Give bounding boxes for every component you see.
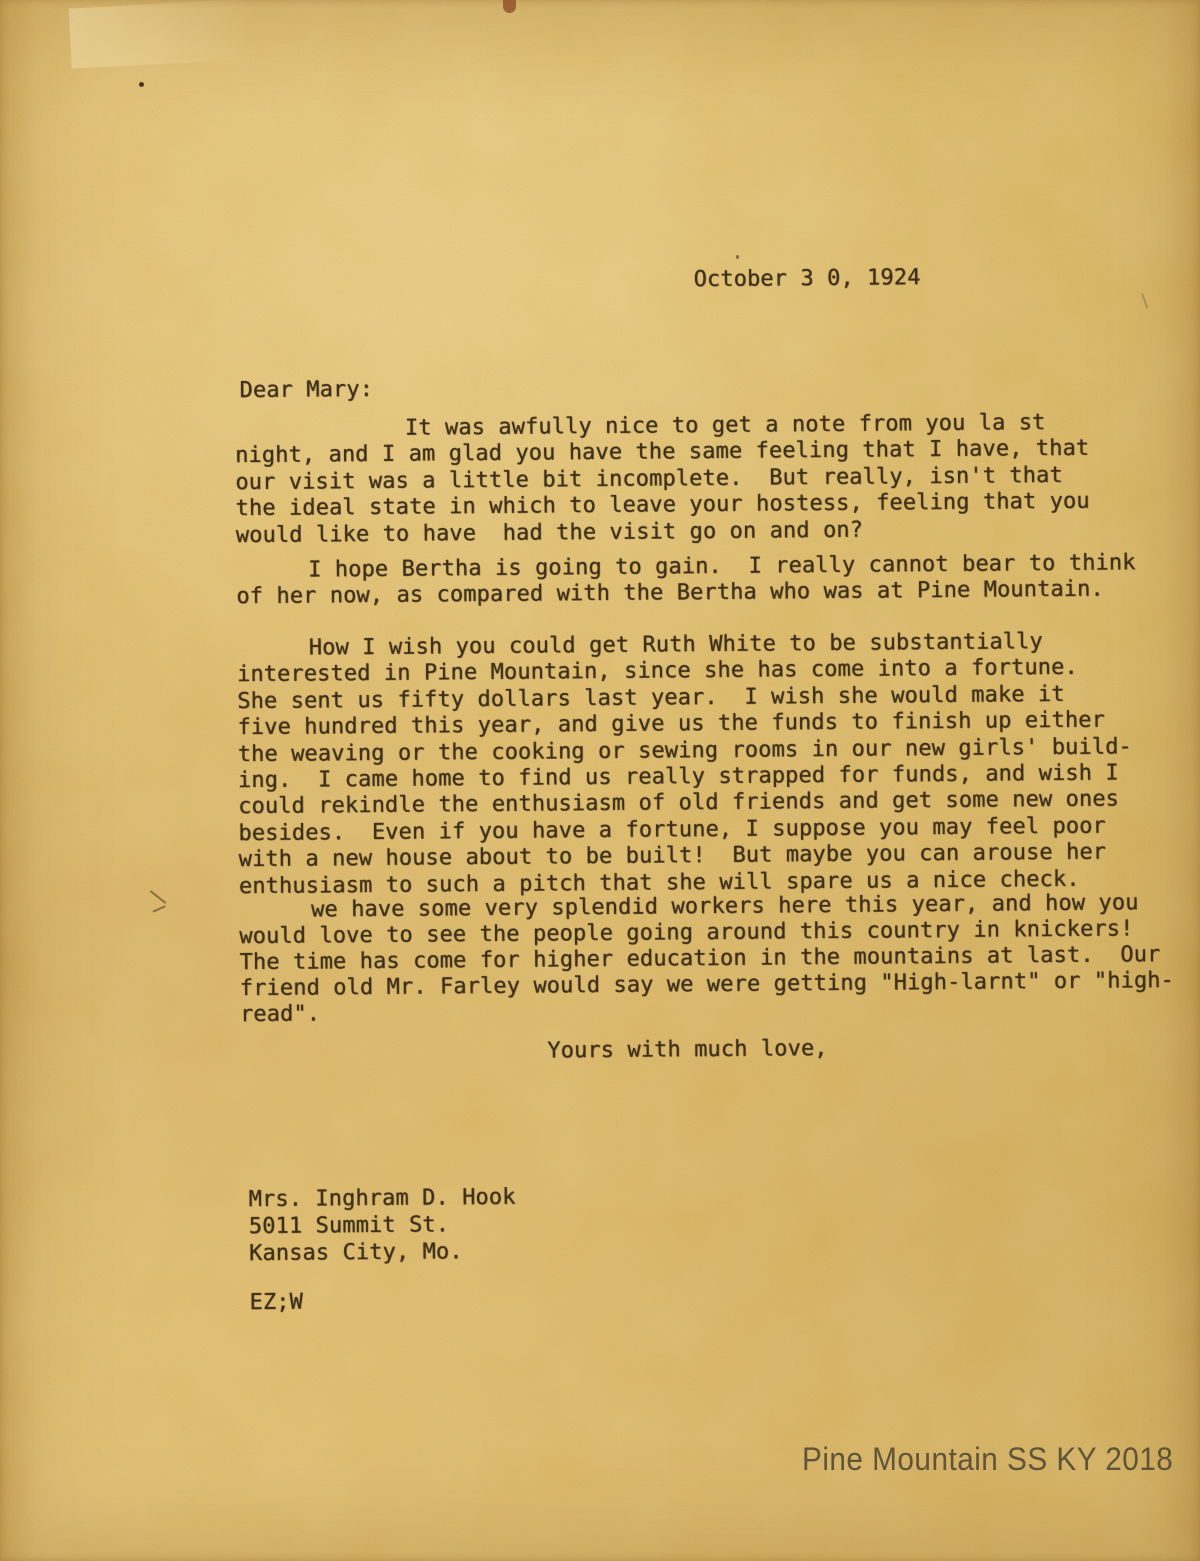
letter-paragraph — [239, 890, 1174, 1029]
letter-line: It was awfully nice to get a note from you la st — [404, 410, 1046, 441]
address-line: Kansas City, Mo. — [249, 1239, 463, 1267]
letter-line: She sent us fifty dollars last year. I wish she would make it — [237, 681, 1065, 714]
letter-line: interested in Pine Mountain, since she has come into a fortune. — [236, 655, 1078, 688]
letter-line: How I wish you could get Ruth White to be substantially — [308, 629, 1043, 661]
letter-line: ing. I came home to find us really strapped for funds, and wish I — [237, 760, 1119, 794]
archive-watermark: Pine Mountain SS KY 2018 — [802, 1441, 1174, 1477]
letter-paragraph — [237, 628, 1133, 900]
letter-paragraph — [235, 410, 1090, 549]
letter-line: with a new house about to be built! But maybe you can arouse her — [238, 839, 1107, 873]
salutation: Dear Mary: — [239, 376, 374, 404]
letter-line: friend old Mr. Farley would say we were getting "High-larnt" or "high- — [239, 968, 1175, 1002]
letter-line: night, and I am glad you have the same feeling that I have, that — [235, 436, 1090, 469]
letter-line: enthusiasm to such a pitch that she will spare us a nice check. — [238, 866, 1080, 899]
letter-line: read". — [239, 1001, 321, 1028]
letter-line: we have some very splendid workers here this year, and how you — [311, 890, 1139, 923]
letter-line: the ideal state in which to leave your hostess, feeling that you — [235, 488, 1090, 522]
letter-line: besides. Even if you have a fortune, I suppose you may feel poor — [238, 813, 1106, 847]
closing-line: Yours with much love, — [547, 1036, 828, 1064]
letter-line: The time has come for higher education in the mountains at last. Our — [239, 942, 1161, 976]
address-line: Mrs. Inghram D. Hook — [248, 1184, 516, 1213]
letter-paragraph — [236, 550, 1136, 611]
recipient-address — [249, 1184, 517, 1267]
letter-line: of her now, as compared with the Bertha who was at Pine Mountain. — [236, 577, 1104, 610]
letter-line: could rekindle the enthusiasm of old friends and get some new ones — [238, 786, 1120, 820]
letter-line: our visit was a little bit incomplete. But really, isn't that — [235, 462, 1063, 495]
typist-initials: EZ;W — [249, 1289, 304, 1316]
letter-line: would like to have had the visit go on and on? — [235, 517, 864, 548]
letter-line: would love to see the people going around this country in knickers! — [239, 916, 1134, 950]
letter-line: five hundred this year, and give us the funds to finish up either — [237, 707, 1106, 741]
address-line: 5011 Summit St. — [248, 1212, 450, 1240]
letter-date: October 3 0, 1924 — [693, 265, 921, 293]
letter-line: the weaving or the cooking or sewing rooms in our new girls' build- — [237, 733, 1132, 767]
letter-line: I hope Bertha is going to gain. I really cannot bear to think — [308, 550, 1136, 583]
